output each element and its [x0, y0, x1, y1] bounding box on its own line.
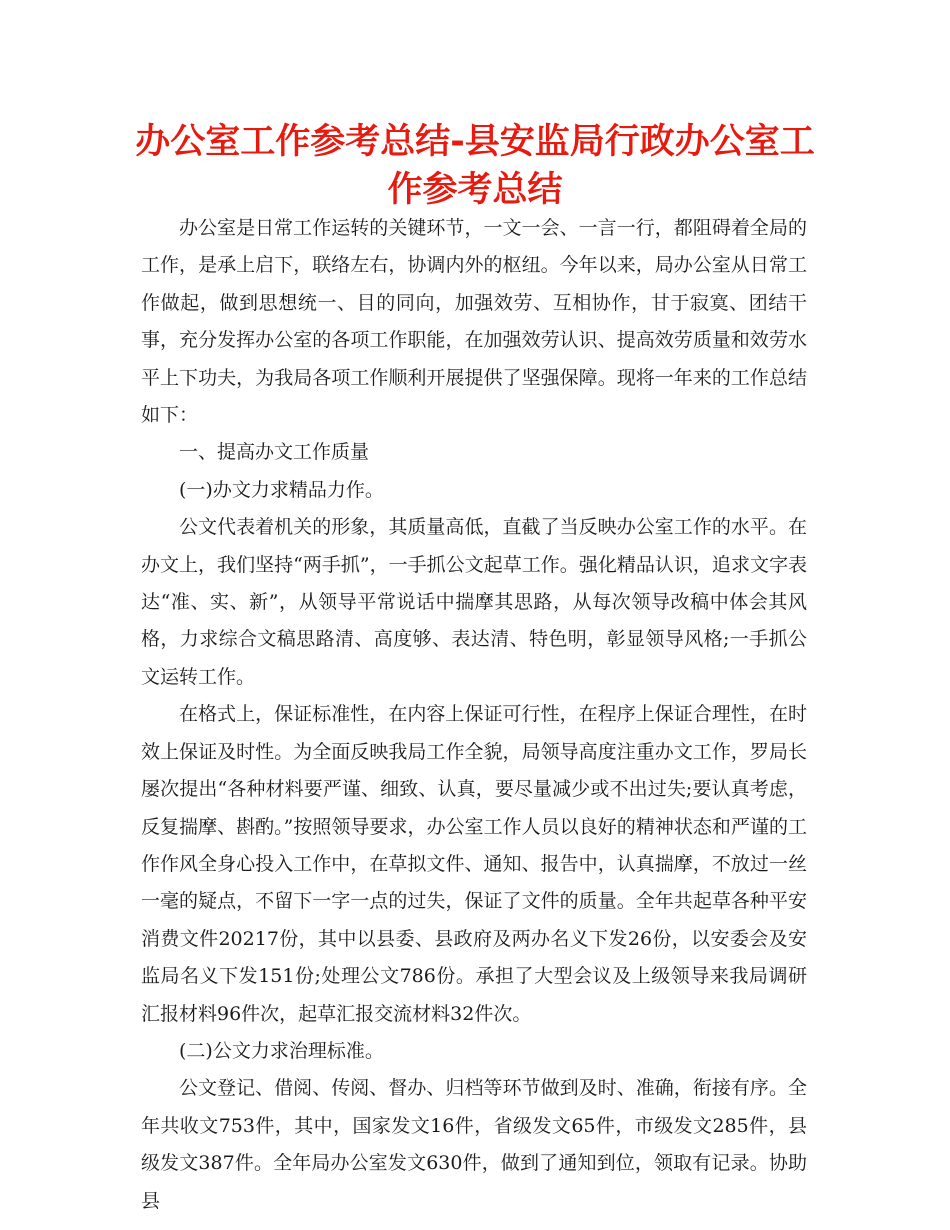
paragraph-registration: 公文登记、借阅、传阅、督办、归档等环节做到及时、准确，衔接有序。全年共收文753件，其中，国家发文16件，省级发文65件，市级发文285件，县级发文387件。全年局办公室发文630件，做到了通知到位，领取有记录。协助县 — [141, 1077, 807, 1212]
document-body — [141, 210, 807, 1220]
paragraph-intro: 办公室是日常工作运转的关键环节，一文一会、一言一行，都阻碍着全局的工作，是承上启下，联络左右，协调内外的枢纽。今年以来，局办公室从日常工作做起，做到思想统一、目的同向，加强效劳、互相协作，甘于寂寞、团结干事，充分发挥办公室的各项工作职能，在加强效劳认识、提高效劳质量和效劳水平上下功夫，为我局各项工作顺利开展提供了坚强保障。现将一年来的工作总结如下： — [141, 217, 807, 427]
paragraph-drafting: 公文代表着机关的形象，其质量高低，直截了当反映办公室工作的水平。在办文上，我们坚持“两手抓”，一手抓公文起草工作。强化精品认识，追求文字表达“准、实、新”，从领导平常说话中揣摩其思路，从每次领导改稿中体会其风格，力求综合文稿思路清、高度够、表达清、特色明，彰显领导风格;一手抓公文运转工作。 — [141, 516, 807, 688]
paragraph-format: 在格式上，保证标准性，在内容上保证可行性，在程序上保证合理性，在时效上保证及时性。为全面反映我局工作全貌，局领导高度注重办文工作，罗局长屡次提出“各种材料要严谨、细致、认真，要尽量减少或不出过失;要认真考虑，反复揣摩、斟酌。”按照领导要求，办公室工作人员以良好的精神状态和严谨的工作作风全身心投入工作中，在草拟文件、通知、报告中，认真揣摩，不放过一丝一毫的疑点，不留下一字一点的过失，保证了文件的质量。全年共起草各种平安消费文件20217份，其中以县委、县政府及两办名义下发26份，以安委会及安监局名义下发151份;处理公文786份。承担了大型会议及上级领导来我局调研汇报材料96件次，起草汇报交流材料32件次。 — [141, 703, 807, 1025]
section-heading-1: 一、提高办文工作质量 — [179, 441, 370, 464]
subsection-heading-1: (一)办文力求精品力作。 — [179, 478, 384, 501]
subsection-heading-2: (二)公文力求治理标准。 — [179, 1039, 384, 1062]
document-title: 办公室工作参考总结-县安监局行政办公室工作参考总结 — [135, 122, 815, 210]
